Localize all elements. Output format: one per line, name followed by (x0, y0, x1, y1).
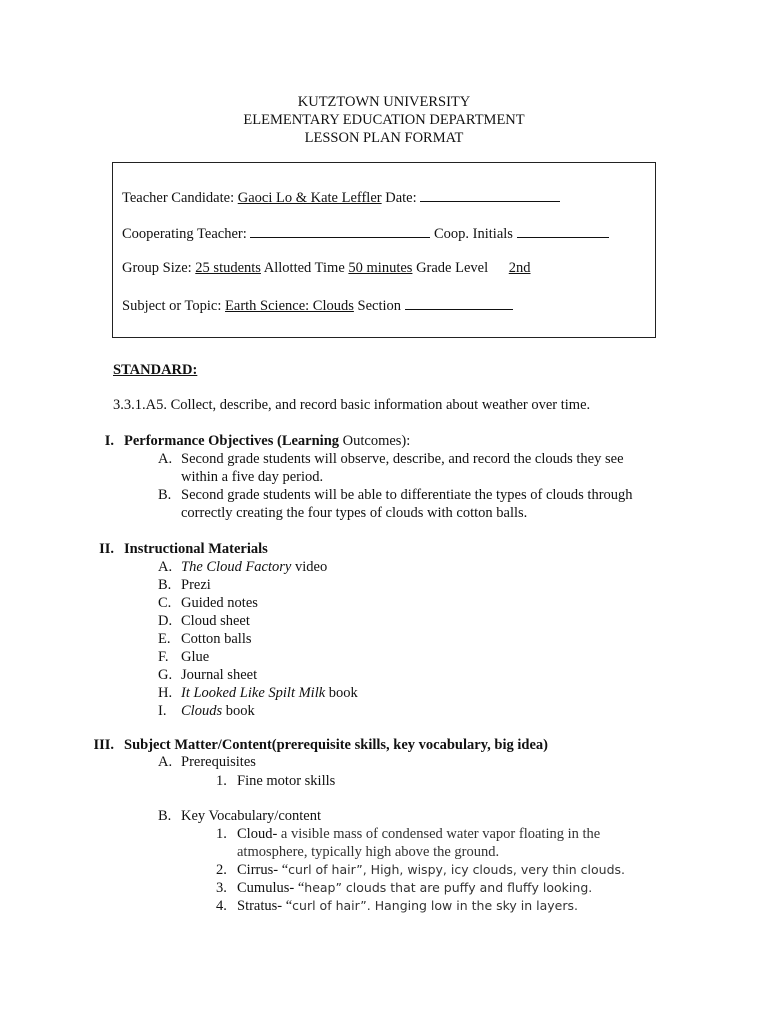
item-label: A. (158, 451, 173, 467)
item-label: C. (158, 595, 172, 611)
section-number: III. (93, 737, 114, 753)
item-label: A. (158, 559, 173, 575)
sub-item-text: Fine motor skills (237, 773, 336, 789)
item-label: F. (158, 649, 169, 665)
item-text: Key Vocabulary/content (181, 808, 321, 824)
coop-initials-blank (517, 223, 609, 238)
vocab-definition: curl of hair”. Hanging low in the sky in layers. (292, 898, 578, 913)
item-text-continued: correctly creating the four types of clouds with cotton balls. (181, 505, 528, 521)
university-name: KUTZTOWN UNIVERSITY (297, 94, 471, 110)
item-label: G. (158, 667, 173, 683)
document-header (0, 93, 768, 147)
item-text: Prerequisites (181, 754, 256, 770)
subject-topic-label: Subject or Topic: (122, 298, 226, 314)
cooperating-teacher-blank (250, 223, 430, 238)
section-title: Subject Matter/Content(prerequisite skills, key vocabulary, big idea) (124, 737, 548, 753)
item-text-continued: within a five day period. (181, 469, 324, 485)
item-text-plain: Guided notes (181, 595, 258, 611)
allotted-time-label: Allotted Time (260, 260, 349, 276)
section-number: I. (104, 433, 114, 449)
section-blank (405, 295, 513, 310)
standard-text: 3.3.1.A5. Collect, describe, and record basic information about weather over time. (113, 397, 591, 413)
item-label: I. (158, 703, 167, 719)
sub-item-label: 1. (216, 773, 227, 789)
item-text: Second grade students will observe, describe, and record the clouds they see (181, 451, 624, 467)
item-label: B. (158, 487, 172, 503)
vocab-definition: curl of hair”, High, wispy, icy clouds, very thin clouds. (288, 862, 625, 877)
sub-item-label: 2. (216, 862, 227, 878)
date-blank (420, 187, 560, 202)
item-text-plain: Cotton balls (181, 631, 252, 647)
allotted-time-value: 50 minutes (348, 260, 413, 276)
item-label: E. (158, 631, 171, 647)
item-text: Second grade students will be able to differentiate the types of clouds through (181, 487, 633, 503)
item-text (181, 648, 209, 666)
grade-level-label: Grade Level (412, 260, 492, 276)
item-label: A. (158, 754, 173, 770)
subject-topic-line (122, 295, 513, 315)
item-title-italic: Clouds (181, 703, 223, 719)
item-text-plain: Prezi (181, 577, 211, 593)
group-size-label: Group Size: (122, 260, 196, 276)
item-text (181, 630, 252, 648)
item-label: H. (158, 685, 173, 701)
item-text (181, 702, 255, 720)
item-text (181, 558, 327, 576)
item-label: D. (158, 613, 173, 629)
item-text (181, 594, 258, 612)
cooperating-teacher-label: Cooperating Teacher: (122, 226, 251, 242)
item-text-plain: book (222, 703, 255, 719)
sub-item-label: 1. (216, 826, 227, 842)
item-text-plain: Journal sheet (181, 667, 258, 683)
sub-item-label: 4. (216, 898, 227, 914)
vocab-term: Cumulus- “ (237, 880, 305, 896)
vocab-term: Cloud- (237, 826, 281, 842)
group-size-value: 25 students (195, 260, 261, 276)
item-label: B. (158, 577, 172, 593)
group-size-line (122, 259, 599, 277)
item-text (181, 576, 211, 594)
section-number: II. (99, 541, 114, 557)
grade-level-value: 2nd (508, 260, 531, 276)
subject-topic-value: Earth Science: Clouds (225, 298, 354, 314)
section-label: Section (353, 298, 405, 314)
department-name: ELEMENTARY EDUCATION DEPARTMENT (243, 112, 525, 128)
teacher-candidate-value: Gaoci Lo & Kate Leffler (237, 190, 382, 206)
item-text (181, 666, 257, 684)
cooperating-teacher-line (122, 223, 609, 243)
item-text (181, 612, 250, 630)
vocab-definition: a visible mass of condensed water vapor floating in the (280, 826, 601, 842)
coop-initials-label: Coop. Initials (430, 226, 517, 242)
teacher-candidate-line (122, 187, 560, 207)
vocab-definition-continued: atmosphere, typically high above the ground. (237, 844, 500, 860)
item-text-plain: Glue (181, 649, 210, 665)
section-title-rest: Outcomes): (339, 433, 411, 449)
section-title-bold: Performance Objectives (Learning (124, 433, 340, 449)
item-text (181, 684, 358, 702)
section-title: Instructional Materials (124, 541, 268, 557)
standard-heading: STANDARD: (113, 362, 198, 378)
vocab-definition: heap” clouds that are puffy and fluffy looking. (304, 880, 593, 895)
teacher-candidate-label: Teacher Candidate: (122, 190, 238, 206)
lesson-info-box (112, 162, 656, 338)
item-title-italic: It Looked Like Spilt Milk (181, 685, 326, 701)
date-label: Date: (381, 190, 421, 206)
document-title: LESSON PLAN FORMAT (304, 130, 464, 146)
item-label: B. (158, 808, 172, 824)
sub-item-label: 3. (216, 880, 227, 896)
vocab-term: Stratus- “ (237, 898, 293, 914)
item-title-italic: The Cloud Factory (181, 559, 292, 575)
item-text-plain: Cloud sheet (181, 613, 250, 629)
vocab-term: Cirrus- “ (237, 862, 289, 878)
item-text-plain: video (291, 559, 328, 575)
item-text-plain: book (325, 685, 358, 701)
